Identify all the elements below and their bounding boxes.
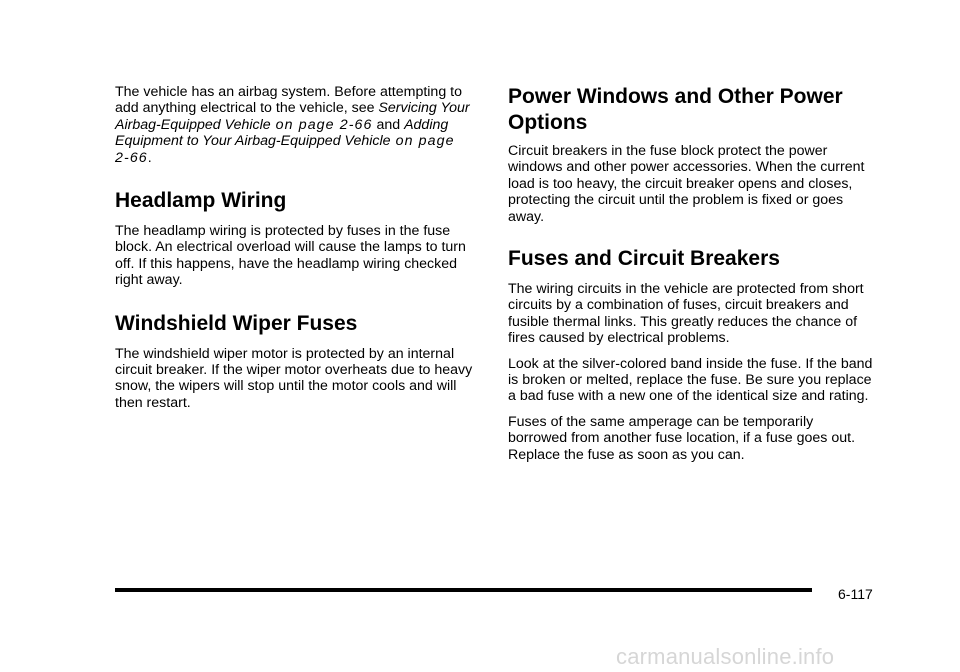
servicing-airbag-link[interactable]: Servicing Your Airbag-Equipped Vehicle [115,100,470,133]
footer-rule [115,588,812,592]
fuses-paragraph: The wiring circuits in the vehicle are protected from short circuits by a combination of fuses, circuit breakers and fusible thermal links. This greatly reduces the chance of fires caused by electrical problems. [508,281,864,347]
fuses-circuit-breakers-heading: Fuses and Circuit Breakers [508,247,780,271]
page-number: 6-117 [838,586,873,602]
fuses-paragraph: Look at the silver-colored band inside the fuse. If the band is broken or melted, replace the fuse. Be sure you replace a bad fuse with a new one of the identical size and rating. [508,355,873,405]
servicing-airbag-page-ref[interactable]: on page 2‑66 [270,116,373,133]
fuses-paragraph: Fuses of the same amperage can be temporarily borrowed from another fuse location, if a fuse goes out. Replace the fuse as soon as you can. [508,413,856,463]
left-column [115,84,483,411]
adding-equipment-link[interactable]: Adding Equipment to Your Airbag-Equipped Vehicle [115,116,449,150]
windshield-wiper-fuses-heading: Windshield Wiper Fuses [115,311,358,335]
airbag-intro-paragraph [115,84,483,166]
headlamp-wiring-heading: Headlamp Wiring [115,189,287,213]
intro-text: The vehicle has an airbag system. Before attempting to add anything electrical to the vehicle, see [115,84,462,117]
right-column [508,84,876,463]
adding-equipment-page-ref[interactable]: on page 2‑66 [115,133,455,166]
intro-period: . [147,149,152,166]
headlamp-wiring-paragraph: The headlamp wiring is protected by fuses in the fuse block. An electrical overload will cause the lamps to turn off. If this happens, have the headlamp wiring checked right away. [115,223,466,289]
windshield-wiper-paragraph: The windshield wiper motor is protected by an internal circuit breaker. If the wiper motor overheats due to heavy snow, the wipers will stop until the motor cools and will then restart. [115,345,473,411]
watermark: carmanualsonline.info [616,644,835,669]
power-windows-heading: Power Windows and Other Power Options [508,85,843,134]
intro-connector-text: and [372,116,405,133]
power-windows-paragraph: Circuit breakers in the fuse block protect the power windows and other power accessories. When the current load is too heavy, the circuit breaker opens and closes, protecting the circuit until the problem is fixed or goes away. [508,143,865,225]
